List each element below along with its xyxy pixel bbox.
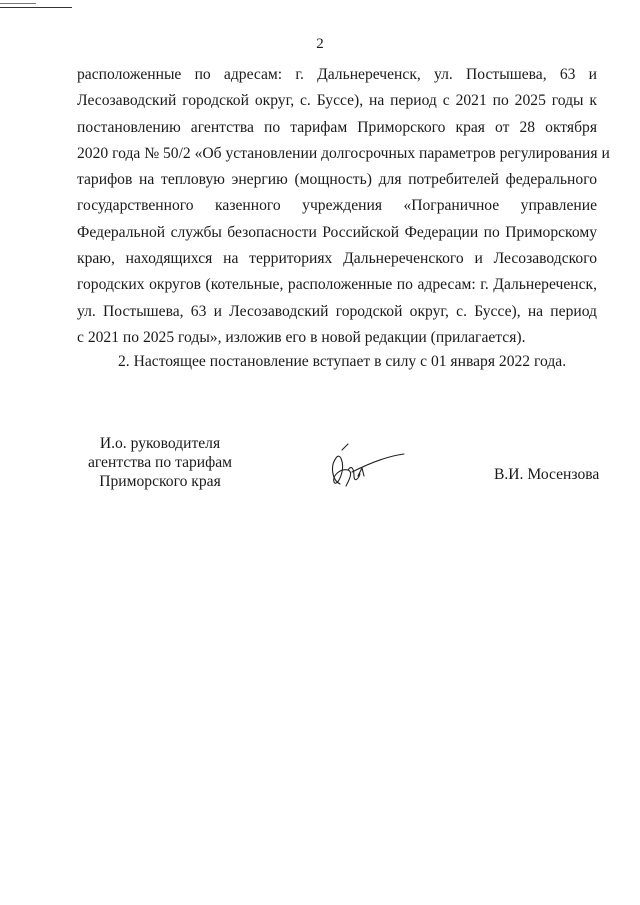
corner-scan-mark-secondary: [0, 3, 36, 4]
corner-scan-mark: [0, 7, 72, 8]
paragraph-1-line: краю, находящихся на территориях Дальнереченского и Лесозаводского: [77, 250, 597, 268]
paragraph-1: [77, 62, 610, 351]
signatory-position-line: Приморского края: [99, 473, 221, 490]
paragraph-1-line: городских округов (котельные, расположенные по адресам: г. Дальнереченск,: [77, 276, 597, 294]
paragraph-1-line: с 2021 по 2025 годы», изложив его в новой редакции (прилагается).: [77, 328, 526, 346]
signatory-position: [80, 434, 240, 491]
paragraph-1-line: Федеральной службы безопасности Российской Федерации по Приморскому: [77, 223, 597, 241]
signatory-position-line: И.о. руководителя: [99, 435, 221, 452]
paragraph-1-line: государственного казенного учреждения «Пограничное управление: [77, 197, 597, 215]
paragraph-1-line: тарифов на тепловую энергию (мощность) для потребителей федерального: [77, 171, 597, 189]
paragraph-1-line: ул. Постышева, 63 и Лесозаводский городской округ, с. Буссе), на период: [77, 302, 597, 320]
page-number: 2: [316, 36, 324, 52]
paragraph-1-line: Лесозаводский городской округ, с. Буссе), на период с 2021 по 2025 годы к: [77, 92, 597, 110]
signatory-name: В.И. Мосензова: [494, 466, 600, 483]
paragraph-1-line: постановлению агентства по тарифам Приморского края от 28 октября: [77, 118, 597, 136]
handwritten-signature: [318, 440, 408, 492]
paragraph-1-line: 2020 года № 50/2 «Об установлении долгосрочных параметров регулирования и: [77, 144, 610, 162]
paragraph-2: 2. Настоящее постановление вступает в силу с 01 января 2022 года.: [118, 353, 567, 370]
paragraph-1-line: расположенные по адресам: г. Дальнереченск, ул. Постышева, 63 и: [77, 66, 597, 83]
signatory-position-line: агентства по тарифам: [87, 454, 233, 471]
